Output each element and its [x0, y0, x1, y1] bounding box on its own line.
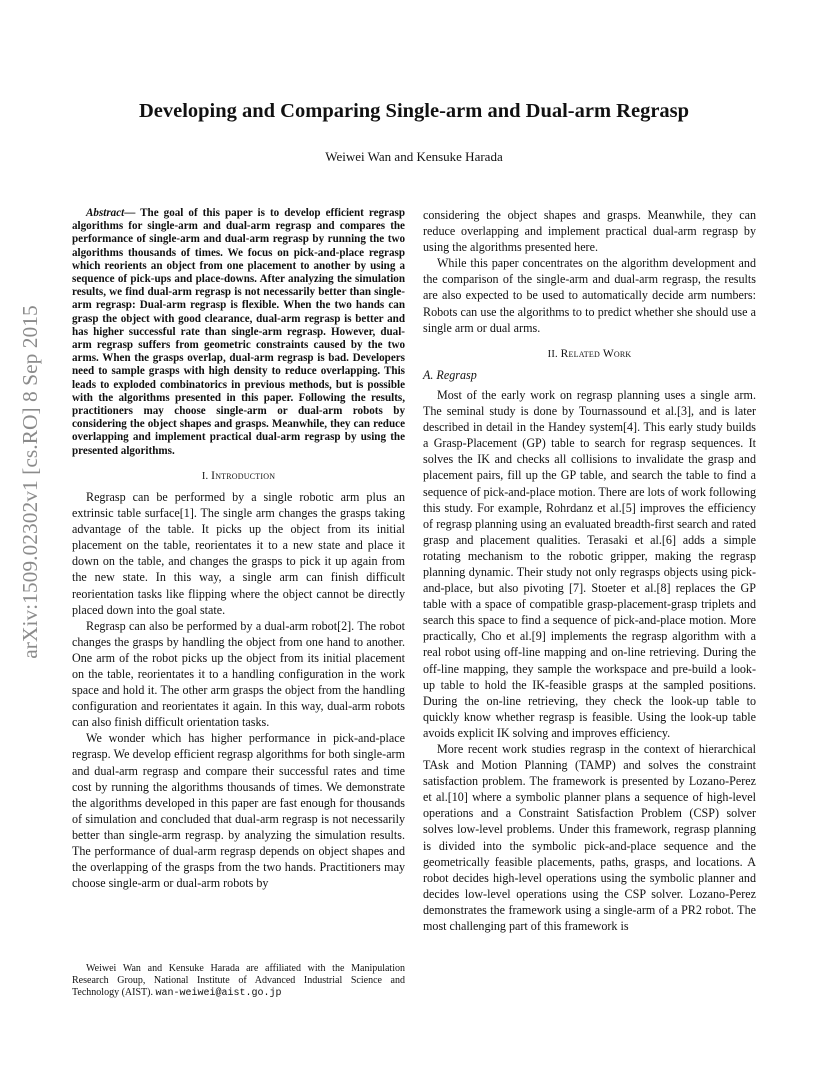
footnote [72, 963, 405, 1001]
section-number: II. [547, 348, 561, 360]
related-paragraph-1: Most of the early work on regrasp planning uses a single arm. The seminal study is done by Tournassound et al.[3], and is later described in detail in the Handey system[4]. This early study builds a Grasp-Placement (GP) table to search for regrasp sequences. It solves the IK and checks all collisions to invalidate the grasp and placement pairs, fill up the GP table, and search the table to find a sequence of pick-and-place motion. There are lots of work following this study. For example, Rohrdanz et al.[5] improves the efficiency of regrasp planning using an evaluated breadth-first search and rated grasp and placement qualities. Terasaki et al.[6] adds a simple rotating mechanism to the robotic gripper, making the regrasp planning dynamic. Their study not only regrasps objects using pick-and-place, but also pivoting [7]. Stoeter et al.[8] replaces the GP table with a space of compatible grasp-placement-grasp triplets and search this space to find a sequence of pick-and-place motion. More practically, Cho et al.[9] implements the regrasp algorithm with a real robot using off-line mapping and on-line retrieving. During the off-line mapping, they sample the workspace and pre-build a look-up table to hold the IK-feasible grasps at the sampled positions. During the on-line retrieving, they check the look-up table to quickly know whether regrasp is feasible. Using the look-up table avoids explicit IK solving and improves efficiency. [423, 387, 756, 740]
paper-title: Developing and Comparing Single-arm and Dual-arm Regrasp [138, 100, 690, 122]
footnote-email: wan-weiwei@aist.go.jp [155, 988, 282, 1000]
intro-paragraph-2: Regrasp can also be performed by a dual-arm robot[2]. The robot changes the grasps by handling the object from one hand to another. One arm of the robot picks up the object from its initial placement on the table, reorientates it to a handling configuration in the work space and hold it. The other arm grasps the object from the handling configuration and reorientates it again. In this way, dual-arm robots can also finish difficult orientation tasks. [72, 618, 405, 730]
subsection-heading-regrasp: A. Regrasp [423, 367, 477, 382]
intro-continuation: considering the object shapes and grasps. Meanwhile, they can reduce overlapping and implement practical dual-arm regrasp by using the algorithms presented here. [423, 208, 756, 255]
section-number: I. [201, 470, 212, 482]
abstract-label: Abstract [86, 207, 125, 219]
section-title: Related Work [560, 347, 632, 360]
arxiv-identifier: arXiv:1509.02302v1 [cs.RO] 8 Sep 2015 [18, 305, 42, 659]
intro-paragraph-4: While this paper concentrates on the algorithm development and the comparison of the single-arm and dual-arm regrasp, the results are also expected to be used to automatically decide arm numbers: Robots can use the algorithms to to predict whether she should use a single arm or dual arms. [423, 256, 756, 335]
related-paragraph-2: More recent work studies regrasp in the context of hierarchical TAsk and Motion Planning (TAMP) and solves the constraint satisfaction problem. The framework is presented by Lozano-Perez et al.[10] where a symbolic planner plans a sequence of high-level operations and a Constraint Satisfaction Problem (CSP) solver solves low-level problems. Under this framework, regrasp planning is divided into the symbolic pick-and-place sequence and the geometrically feasible placements, paths, grasps, and locations. A robot decides high-level operations using the symbolic planner and decides low-level operations using the CSP solver. Lozano-Perez demonstrates the framework using a single-arm of a PR2 robot. The most challenging part of this framework is [423, 742, 756, 934]
left-column [72, 207, 405, 891]
abstract-text: The goal of this paper is to develop efficient regrasp algorithms for single-arm and dual-arm regrasp and compares the performance of single-arm and dual-arm regrasp by running the two algorithms thousands of times. We focus on pick-and-place regrasp which reorients an object from one placement to another by using a sequence of pick-ups and place-downs. After analyzing the simulation results, we find dual-arm regrasp is not necessarily better than single-arm regrasp: Dual-arm regrasp is flexible. When the two hands can grasp the object with good clearance, dual-arm regrasp is better and has higher successful rate than single-arm regrasp. However, dual-arm regrasp suffers from geometric constraints caused by the two arms. When the grasps overlap, dual-arm regrasp is bad. Developers need to sample grasps with high density to reduce overlapping. This leads to exploded combinatorics in previous methods, but is possible with the algorithms presented in this paper. Following the results, practitioners may choose single-arm or dual-arm robots by considering the object shapes and grasps. Meanwhile, they can reduce overlapping and implement practical dual-arm regrasp by using the presented algorithms. [72, 207, 405, 457]
abstract [72, 207, 405, 458]
intro-paragraph-3: We wonder which has higher performance in pick-and-place regrasp. We develop efficient regrasp algorithms for both single-arm and dual-arm regrasp and compare their successful rates and time cost by running the algorithms thousands of times. We demonstrate the algorithms developed in this paper are fast enough for thousands of simulation and concluded that dual-arm regrasp is not necessarily better than single-arm regrasp. by analyzing the simulation results. The performance of dual-arm regrasp depends on object shapes and the overlapping of the grasps from the two hands. Practitioners may choose single-arm or dual-arm robots by [72, 731, 405, 891]
section-heading-related-work [423, 346, 756, 363]
intro-paragraph-1: Regrasp can be performed by a single robotic arm plus an extrinsic table surface[1]. The single arm changes the grasps taking advantage of the table. It picks up the object from its initial placement on the table, reorientates it to a new state and place it down on the table, and changes the grasps to pick it up again from the new state. In this way, a single arm can finish difficult reorientation tasks like flipping where the object cannot be directly placed down into the goal state. [72, 489, 405, 617]
right-column [423, 207, 756, 934]
abstract-dash: — [124, 207, 141, 219]
footnote-text: Weiwei Wan and Kensuke Harada are affiliated with the Manipulation Research Group, National Institute of Advanced Industrial Science and Technology (AIST). [72, 963, 405, 999]
paper-authors: Weiwei Wan and Kensuke Harada [325, 149, 503, 164]
section-title: Introduction [211, 469, 276, 482]
section-heading-introduction [72, 468, 405, 485]
